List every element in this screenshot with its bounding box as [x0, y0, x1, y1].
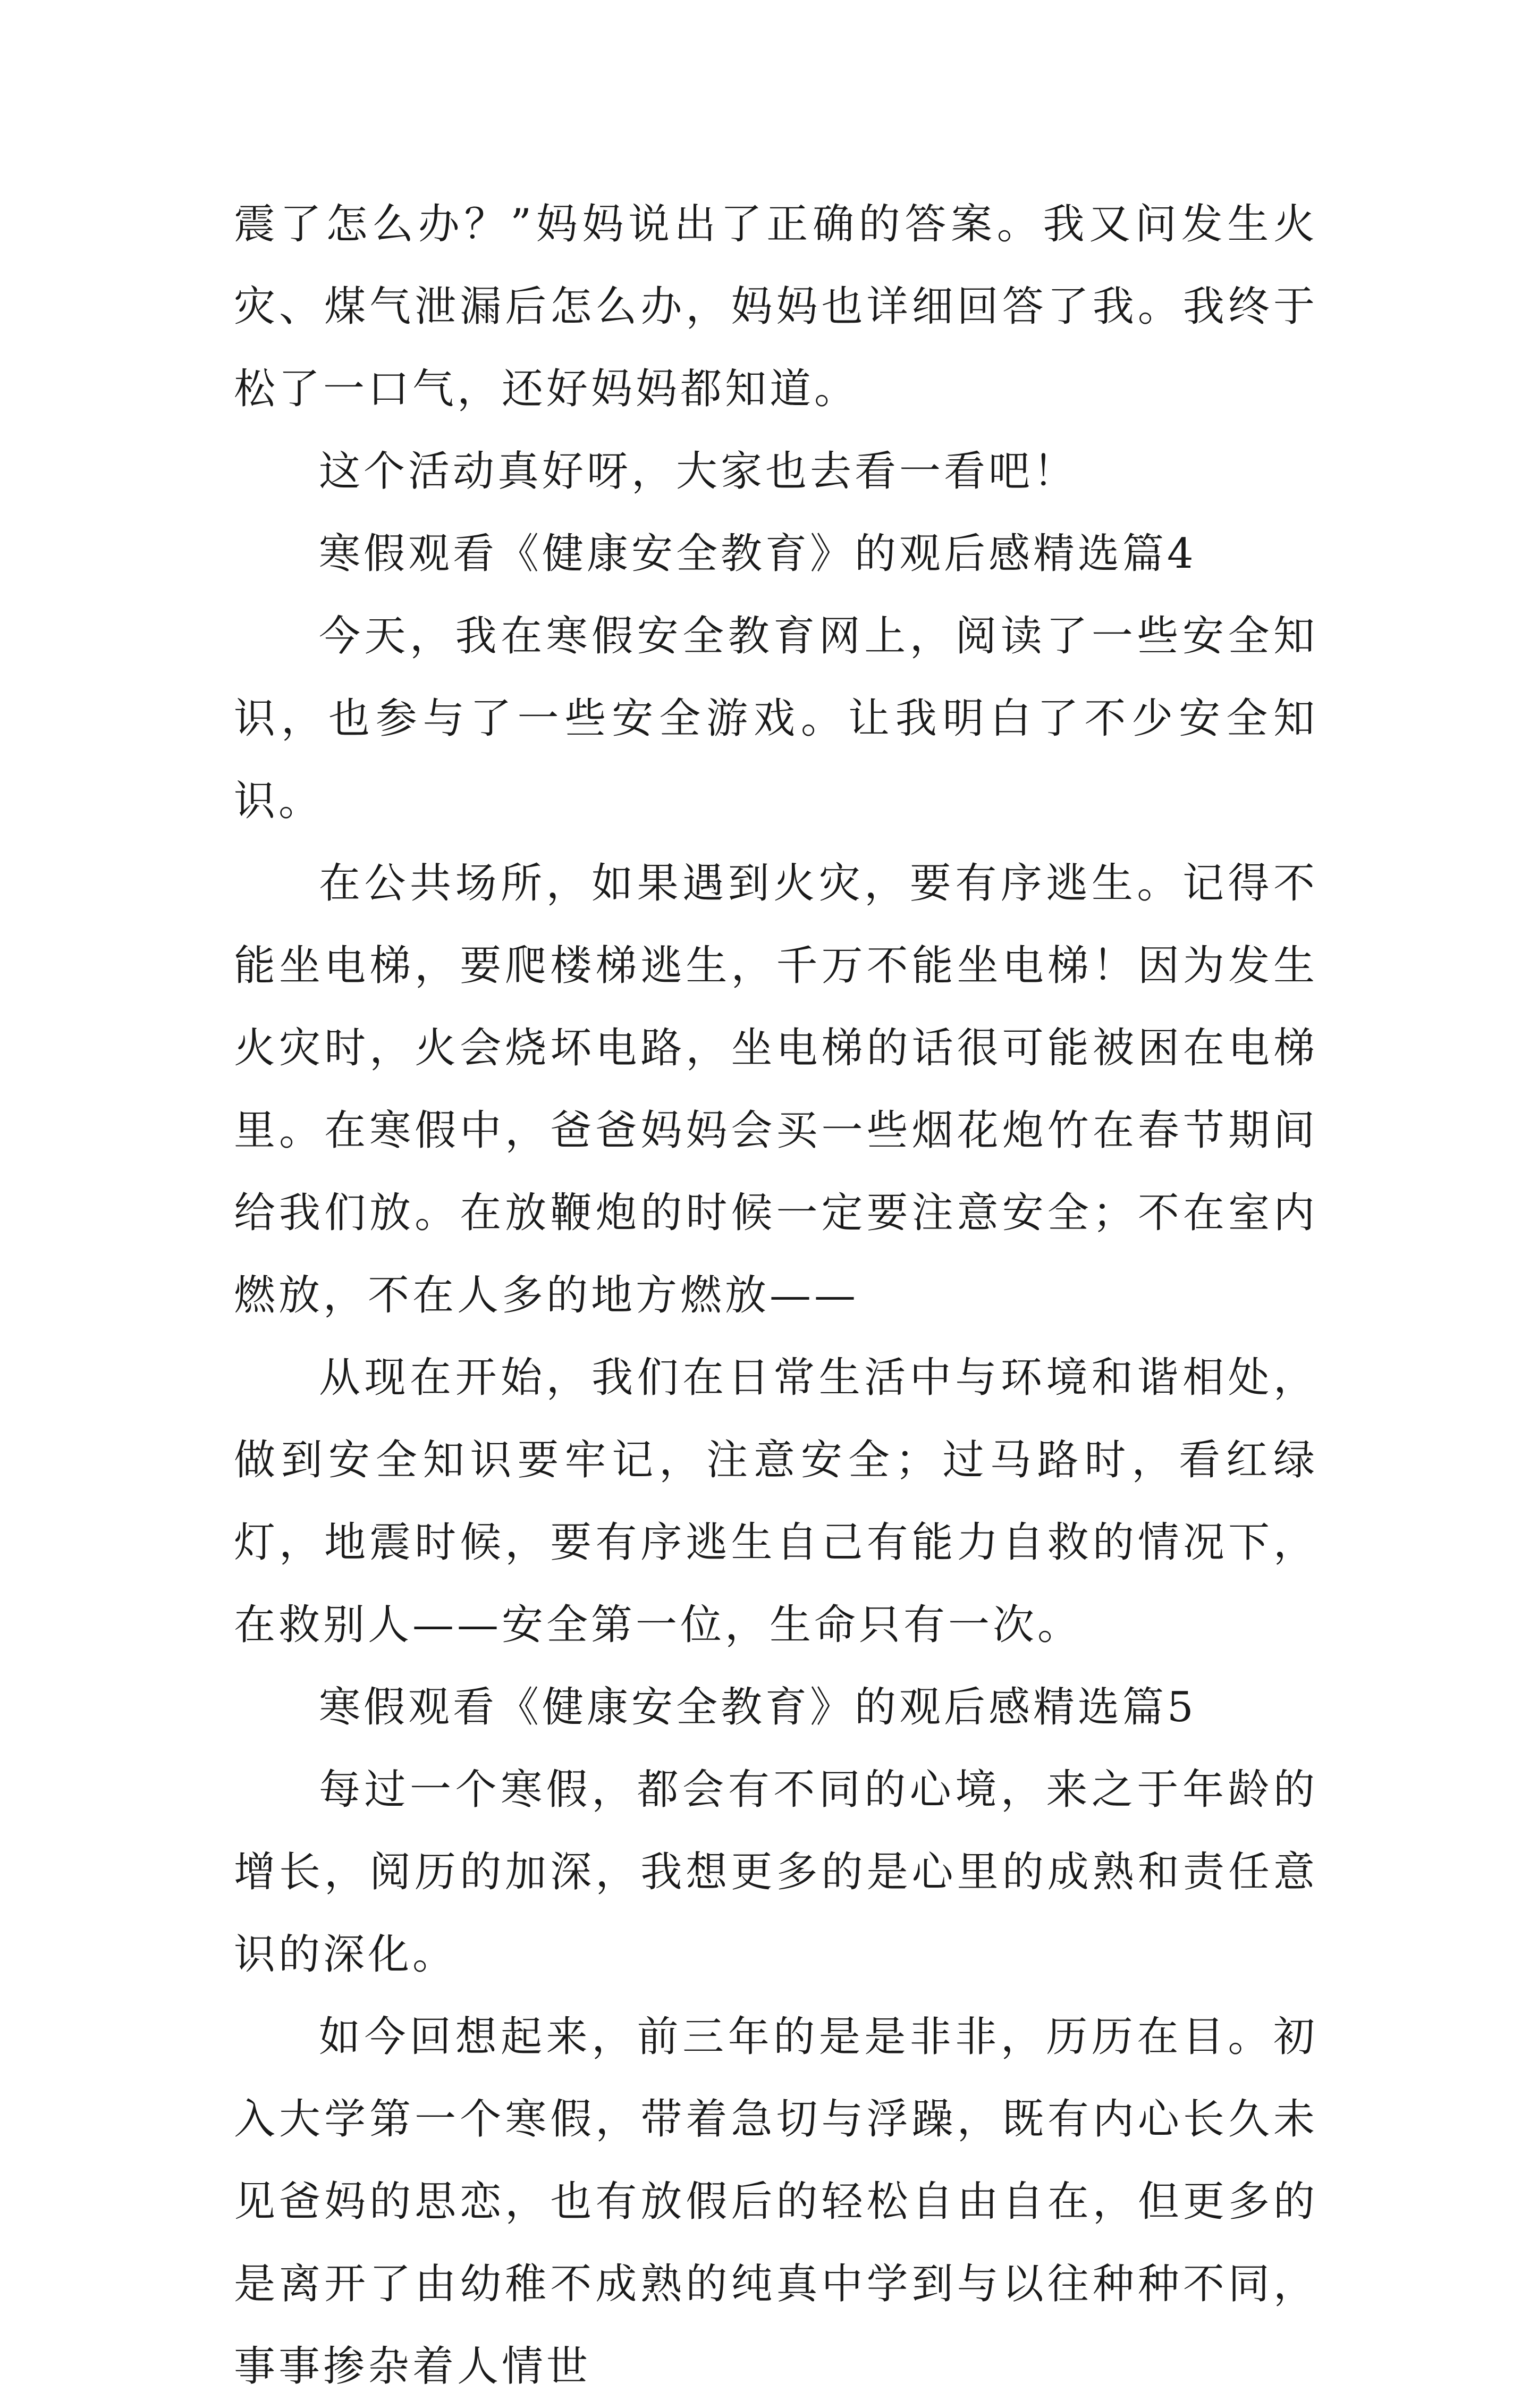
section-heading-4: 寒假观看《健康安全教育》的观后感精选篇4: [319, 530, 1197, 578]
paragraph-activity-comment: 这个活动真好呀，大家也去看一看吧！: [319, 448, 1078, 495]
document-body: [234, 183, 1318, 2408]
paragraph-continued: 震了怎么办？”妈妈说出了正确的答案。我又问发生火灾、煤气泄漏后怎么办，妈妈也详细回答了我。我终于松了一口气，还好妈妈都知道。: [234, 200, 1318, 413]
section-heading-5: 寒假观看《健康安全教育》的观后感精选篇5: [319, 1683, 1197, 1731]
paragraph-looking-back: 如今回想起来，前三年的是是非非，历历在目。初入大学第一个寒假，带着急切与浮躁，既有内心长久未见爸妈的思恋，也有放假后的轻松自由自在，但更多的是离开了由幼稚不成熟的纯真中学到与以往种种不同，事事掺杂着人情世: [234, 2013, 1318, 2390]
paragraph-today: 今天，我在寒假安全教育网上，阅读了一些安全知识，也参与了一些安全游戏。让我明白了不少安全知识。: [234, 612, 1318, 825]
paragraph-from-now-on: 从现在开始，我们在日常生活中与环境和谐相处，做到安全知识要牢记，注意安全；过马路时，看红绿灯，地震时候，要有序逃生自己有能力自救的情况下，在救别人——安全第一位，生命只有一次。: [234, 1354, 1318, 1649]
paragraph-every-winter-break: 每过一个寒假，都会有不同的心境，来之于年龄的增长，阅历的加深，我想更多的是心里的成熟和责任意识的深化。: [234, 1766, 1318, 1978]
paragraph-public-places: 在公共场所，如果遇到火灾，要有序逃生。记得不能坐电梯，要爬楼梯逃生，千万不能坐电梯！因为发生火灾时，火会烧坏电路，坐电梯的话很可能被困在电梯里。在寒假中，爸爸妈妈会买一些烟花炮竹在春节期间给我们放。在放鞭炮的时候一定要注意安全；不在室内燃放，不在人多的地方燃放——: [234, 860, 1318, 1319]
